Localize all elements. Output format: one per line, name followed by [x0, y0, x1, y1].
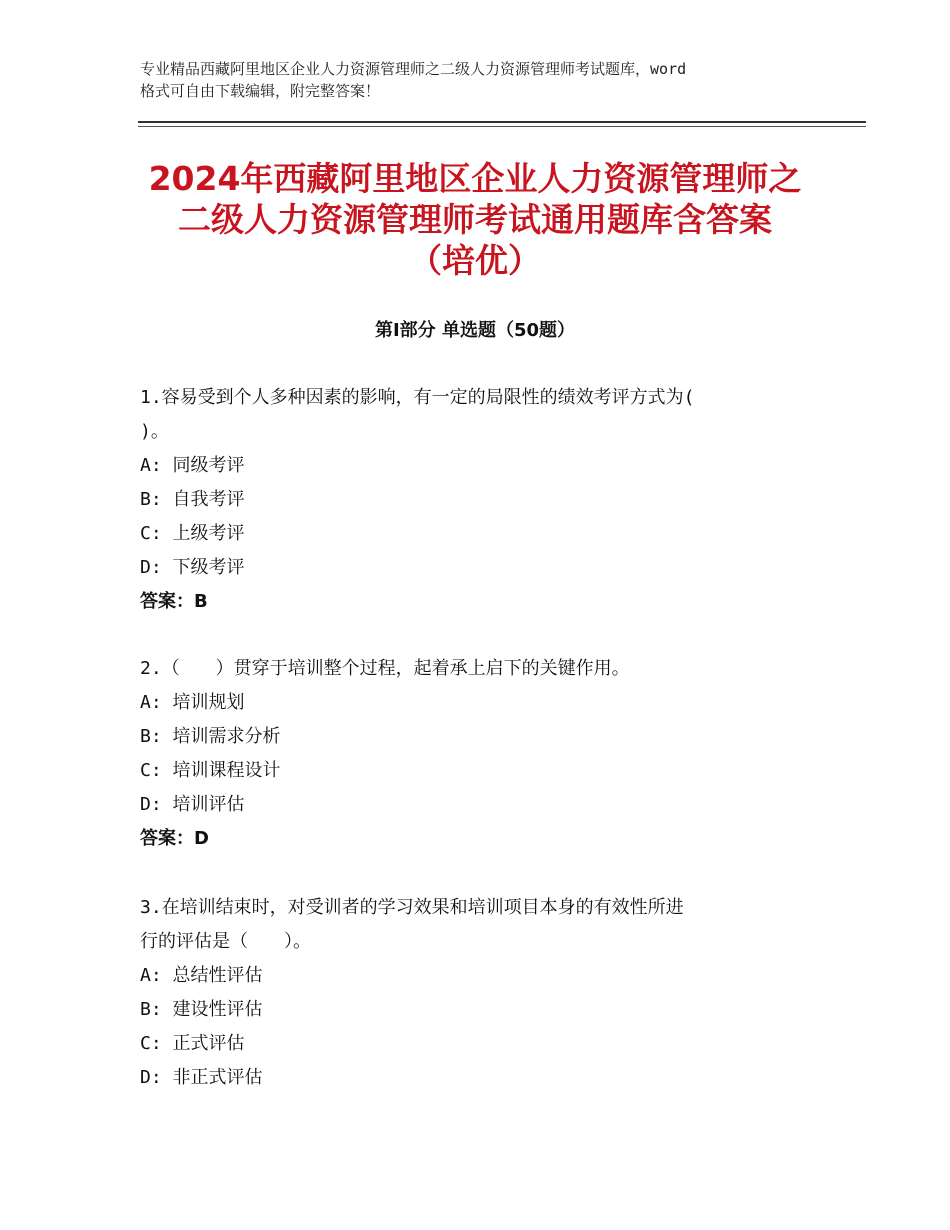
option-b: B: 自我考评 [140, 489, 245, 510]
answer: 答案：B [140, 591, 208, 612]
question-3 [140, 891, 820, 1095]
title-line: （培优） [409, 241, 541, 280]
option-c: C: 正式评估 [140, 1033, 245, 1054]
option-a: A: 同级考评 [140, 455, 245, 476]
question-stem: )。 [140, 421, 169, 442]
header-note-line: 专业精品西藏阿里地区企业人力资源管理师之二级人力资源管理师考试题库，word [140, 60, 687, 78]
option-b: B: 培训需求分析 [140, 726, 281, 747]
header-note-line: 格式可自由下载编辑，附完整答案！ [140, 82, 381, 100]
header-rule [138, 121, 866, 123]
question-stem: 3.在培训结束时，对受训者的学习效果和培训项目本身的有效性所进 [140, 897, 684, 918]
option-a: A: 总结性评估 [140, 965, 263, 986]
option-d: D: 非正式评估 [140, 1067, 263, 1088]
header-note [140, 58, 820, 102]
header-rule-thin [138, 126, 866, 127]
question-1 [140, 381, 820, 619]
title-line: 2024年西藏阿里地区企业人力资源管理师之 [148, 159, 802, 198]
option-c: C: 培训课程设计 [140, 760, 281, 781]
option-c: C: 上级考评 [140, 523, 245, 544]
question-stem: 1.容易受到个人多种因素的影响，有一定的局限性的绩效考评方式为( [140, 387, 695, 408]
question-stem: 行的评估是（ ）。 [140, 931, 311, 952]
option-d: D: 培训评估 [140, 794, 245, 815]
question-stem: 2.（ ）贯穿于培训整个过程，起着承上启下的关键作用。 [140, 658, 630, 679]
section-heading: 第Ⅰ部分 单选题（50题） [374, 320, 575, 341]
question-2 [140, 652, 820, 856]
option-d: D: 下级考评 [140, 557, 245, 578]
title-line: 二级人力资源管理师考试通用题库含答案 [178, 200, 772, 239]
option-b: B: 建设性评估 [140, 999, 263, 1020]
document-title [100, 158, 850, 281]
option-a: A: 培训规划 [140, 692, 245, 713]
answer: 答案：D [140, 828, 209, 849]
